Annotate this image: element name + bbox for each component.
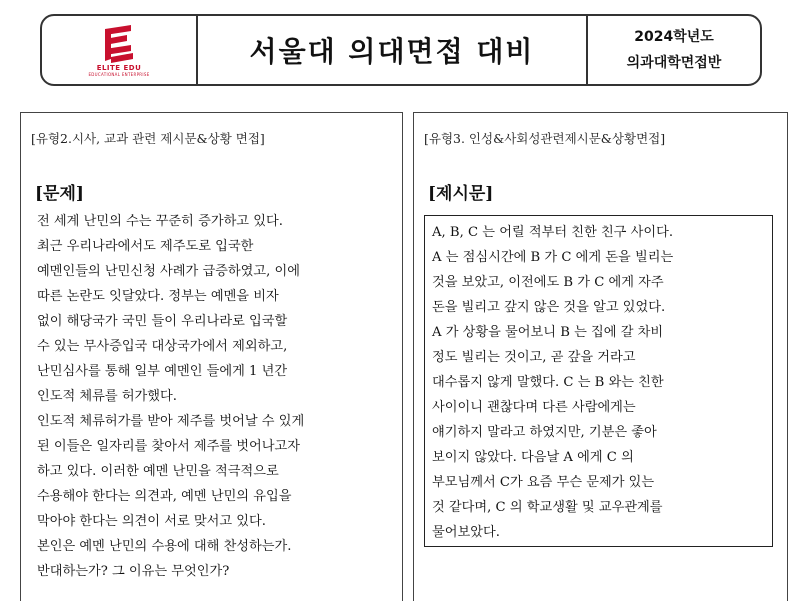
course-label: 의과대학면접반 [626,55,722,71]
logo-subtitle: EDUCATIONAL ENTERPRISE [88,72,150,77]
text-line: 수용해야 한다는 의견과, 예멘 난민의 유입을 [37,489,292,504]
course-info [588,16,760,84]
text-line: 인도적 체류를 허가했다. [37,389,177,404]
text-line: 수 있는 무사증입국 대상국가에서 제외하고, [37,339,288,354]
text-line: 막아야 한다는 의견이 서로 맞서고 있다. [37,514,266,529]
text-line: 인도적 체류허가를 받아 제주를 벗어날 수 있게 [37,414,305,429]
text-line: 돈을 빌리고 갚지 않은 것을 알고 있었다. [432,300,666,315]
year-label: 2024학년도 [634,29,714,45]
text-line: 된 이들은 일자리를 찾아서 제주를 벗어나고자 [37,439,301,454]
text-line: 보이지 않았다. 다음날 A 에게 C 의 [432,450,634,465]
text-line: 얘기하지 말라고 하였지만, 기분은 좋아 [432,425,657,440]
text-line: 부모님께서 C가 요즘 무슨 문제가 있는 [432,475,655,490]
text-line: 대수롭지 않게 말했다. C 는 B 와는 친한 [432,375,664,390]
text-line: 것 같다며, C 의 학교생활 및 교우관계를 [432,500,663,515]
text-line: 정도 빌리는 것이고, 곧 갚을 거라고 [432,350,636,365]
text-line: 없이 해당국가 국민 들이 우리나라로 입국할 [37,314,288,329]
document-header [40,14,762,86]
text-line: 반대하는가? 그 이유는 무엇인가? [37,564,230,579]
passage-heading: [제시문] [428,184,494,204]
left-column [20,112,403,601]
text-line: 사이이니 괜찮다며 다른 사람에게는 [432,400,636,415]
text-line: A 는 점심시간에 B 가 C 에게 돈을 빌리는 [432,250,674,265]
text-line: A 가 상황을 물어보니 B 는 집에 갈 차비 [432,325,664,340]
right-column [413,112,788,601]
question-body [37,209,393,584]
text-line: 예멘인들의 난민신청 사례가 급증하였고, 이에 [37,264,301,279]
logo-block [42,16,198,84]
text-line: A, B, C 는 어릴 적부터 친한 친구 사이다. [432,225,674,240]
text-line: 전 세계 난민의 수는 꾸준히 증가하고 있다. [37,214,283,229]
text-line: 따른 논란도 잇달았다. 정부는 예멘을 비자 [37,289,279,304]
text-line: 최근 우리나라에서도 제주도로 입국한 [37,239,254,254]
right-section-label: [유형3. 인성&사회성관련제시문&상황면접] [424,131,666,146]
title-block [198,16,588,84]
question-heading: [문제] [35,184,84,204]
text-line: 난민심사를 통해 일부 예멘인 들에게 1 년간 [37,364,288,379]
text-line: 것을 보았고, 이전에도 B 가 C 에게 자주 [432,275,664,290]
left-section-label: [유형2.시사, 교과 관련 제시문&상황 면접] [31,131,265,146]
logo-name: ELITE EDU [96,64,142,72]
text-line: 하고 있다. 이러한 예멘 난민을 적극적으로 [37,464,279,479]
text-line: 물어보았다. [432,525,500,540]
elite-edu-logo-icon [97,23,141,63]
text-line: 본인은 예멘 난민의 수용에 대해 찬성하는가. [37,539,292,554]
page-title: 서울대 의대면접 대비 [249,35,535,68]
passage-box [424,215,773,547]
